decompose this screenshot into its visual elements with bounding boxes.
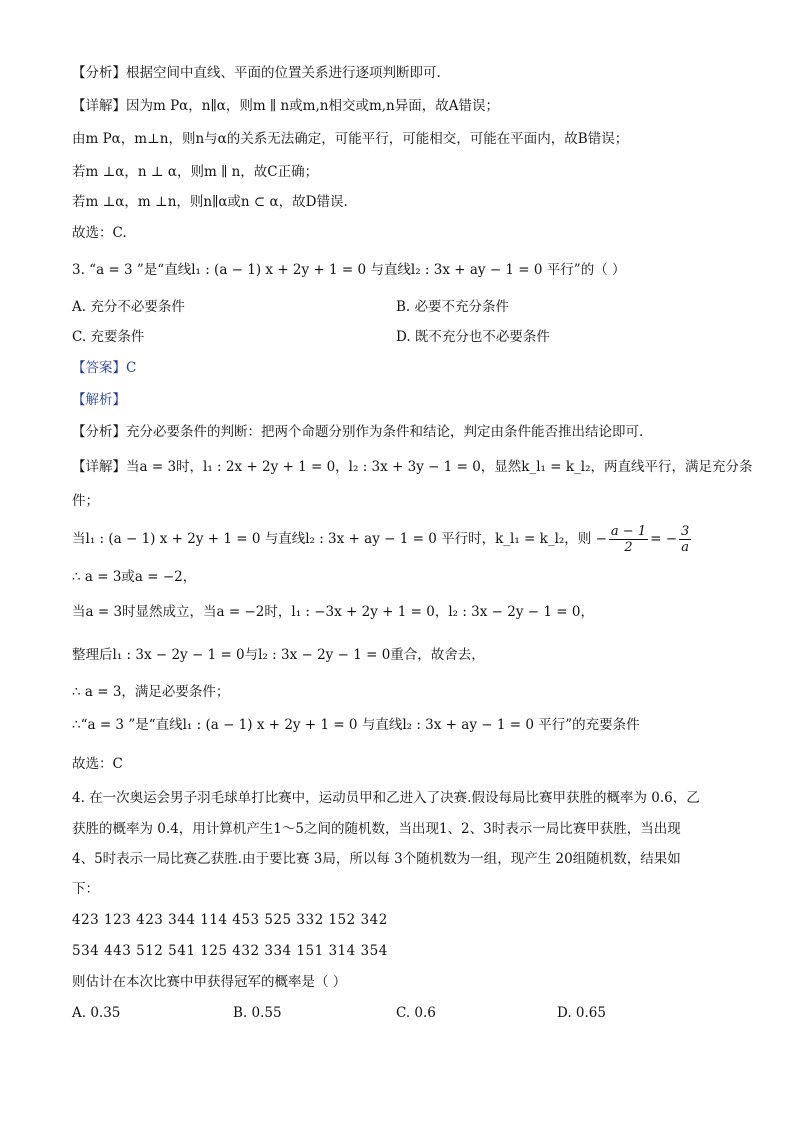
equals-negative: = −: [650, 531, 678, 547]
question-4-stem-4: 下：: [72, 881, 99, 897]
question-4-prompt: 则估计在本次比赛中甲获得冠军的概率是（ ）: [72, 974, 347, 990]
fraction-slope-1: [609, 524, 648, 555]
question-4-stem-3: 4、5时表示一局比赛乙获胜.由于要比赛 3局，所以每 3个随机数为一组，现产生 20组随机数，结果如: [72, 851, 681, 867]
q4-option-a: A. 0.35: [72, 1005, 121, 1021]
question-4-stem-2: 获胜的概率为 0.4，用计算机产生1～5之间的随机数，当出现1、2、3时表示一局比赛甲获胜，当出现: [72, 821, 681, 837]
q3-parallel-condition: 当l₁ : (a − 1) x + 2y + 1 = 0 与直线l₂ : 3x + ay − 1 = 0 平行时，k_l₁ = k_l₂，则 −: [72, 531, 607, 547]
detail-line-2: 由m Pα，m⊥n，则n与α的关系无法确定，可能平行，可能相交，可能在平面内，故B错误；: [72, 131, 629, 147]
analysis-line: 【分析】根据空间中直线、平面的位置关系进行逐项判断即可.: [72, 65, 441, 81]
random-numbers-row-2: 534 443 512 541 125 432 334 151 314 354: [72, 943, 388, 959]
q3-detail-line-2: 件；: [72, 493, 99, 509]
q3-detail-line-3: [72, 522, 754, 556]
answer-choice-line: 故选：C.: [72, 225, 127, 241]
fraction-2-denominator: a: [681, 540, 690, 555]
q3-detail-line-7: ∴ a = 3，满足必要条件；: [72, 684, 230, 700]
fraction-slope-2: [679, 524, 691, 555]
detail-line-1: 【详解】因为m Pα，n∥α，则m ∥ n或m,n相交或m,n异面，故A错误；: [72, 98, 499, 114]
detail-line-4: 若m ⊥α，m ⊥n，则n∥α或n ⊂ α，故D错误.: [72, 194, 348, 210]
explanation-tag: 【解析】: [72, 392, 126, 408]
q3-detail-line-4: ∴ a = 3或a = −2，: [72, 569, 197, 585]
q3-detail-line-1: 【详解】当a = 3时，l₁ : 2x + 2y + 1 = 0，l₂ : 3x + 3y − 1 = 0，显然k_l₁ = k_l₂，两直线平行，满足充分条: [72, 459, 753, 475]
answer-tag: 【答案】C: [72, 360, 137, 376]
fraction-2-numerator: 3: [681, 524, 690, 539]
q3-option-b: B. 必要不充分条件: [396, 299, 510, 315]
q3-choice-line: 故选：C: [72, 756, 123, 772]
question-4-stem-1: 4. 在一次奥运会男子羽毛球单打比赛中，运动员甲和乙进入了决赛.假设每局比赛甲获胜的概率为 0.6，乙: [72, 790, 700, 806]
q3-option-a: A. 充分不必要条件: [72, 299, 185, 315]
q4-option-c: C. 0.6: [396, 1005, 436, 1021]
q3-detail-line-6: 整理后l₁ : 3x − 2y − 1 = 0与l₂ : 3x − 2y − 1 = 0重合，故舍去，: [72, 647, 485, 663]
q3-detail-line-8: ∴“a = 3 ”是“直线l₁ : (a − 1) x + 2y + 1 = 0 与直线l₂ : 3x + ay − 1 = 0 平行”的充要条件: [72, 717, 640, 733]
q4-option-b: B. 0.55: [233, 1005, 282, 1021]
fraction-1-numerator: a − 1: [610, 524, 647, 539]
q3-detail-line-5: 当a = 3时显然成立，当a = −2时，l₁ : −3x + 2y + 1 = 0，l₂ : 3x − 2y − 1 = 0，: [72, 604, 594, 620]
q4-option-d: D. 0.65: [557, 1005, 606, 1021]
q3-option-c: C. 充要条件: [72, 329, 145, 345]
question-3-stem: 3. “a = 3 ”是“直线l₁ : (a − 1) x + 2y + 1 = 0 与直线l₂ : 3x + ay − 1 = 0 平行”的（ ）: [72, 262, 626, 278]
random-numbers-row-1: 423 123 423 344 114 453 525 332 152 342: [72, 912, 388, 928]
q3-analysis-line: 【分析】充分必要条件的判断：把两个命题分别作为条件和结论，判定由条件能否推出结论即可.: [72, 424, 644, 440]
q3-option-d: D. 既不充分也不必要条件: [396, 329, 550, 345]
detail-line-3: 若m ⊥α，n ⊥ α，则m ∥ n，故C正确；: [72, 164, 319, 180]
fraction-1-denominator: 2: [624, 540, 633, 555]
